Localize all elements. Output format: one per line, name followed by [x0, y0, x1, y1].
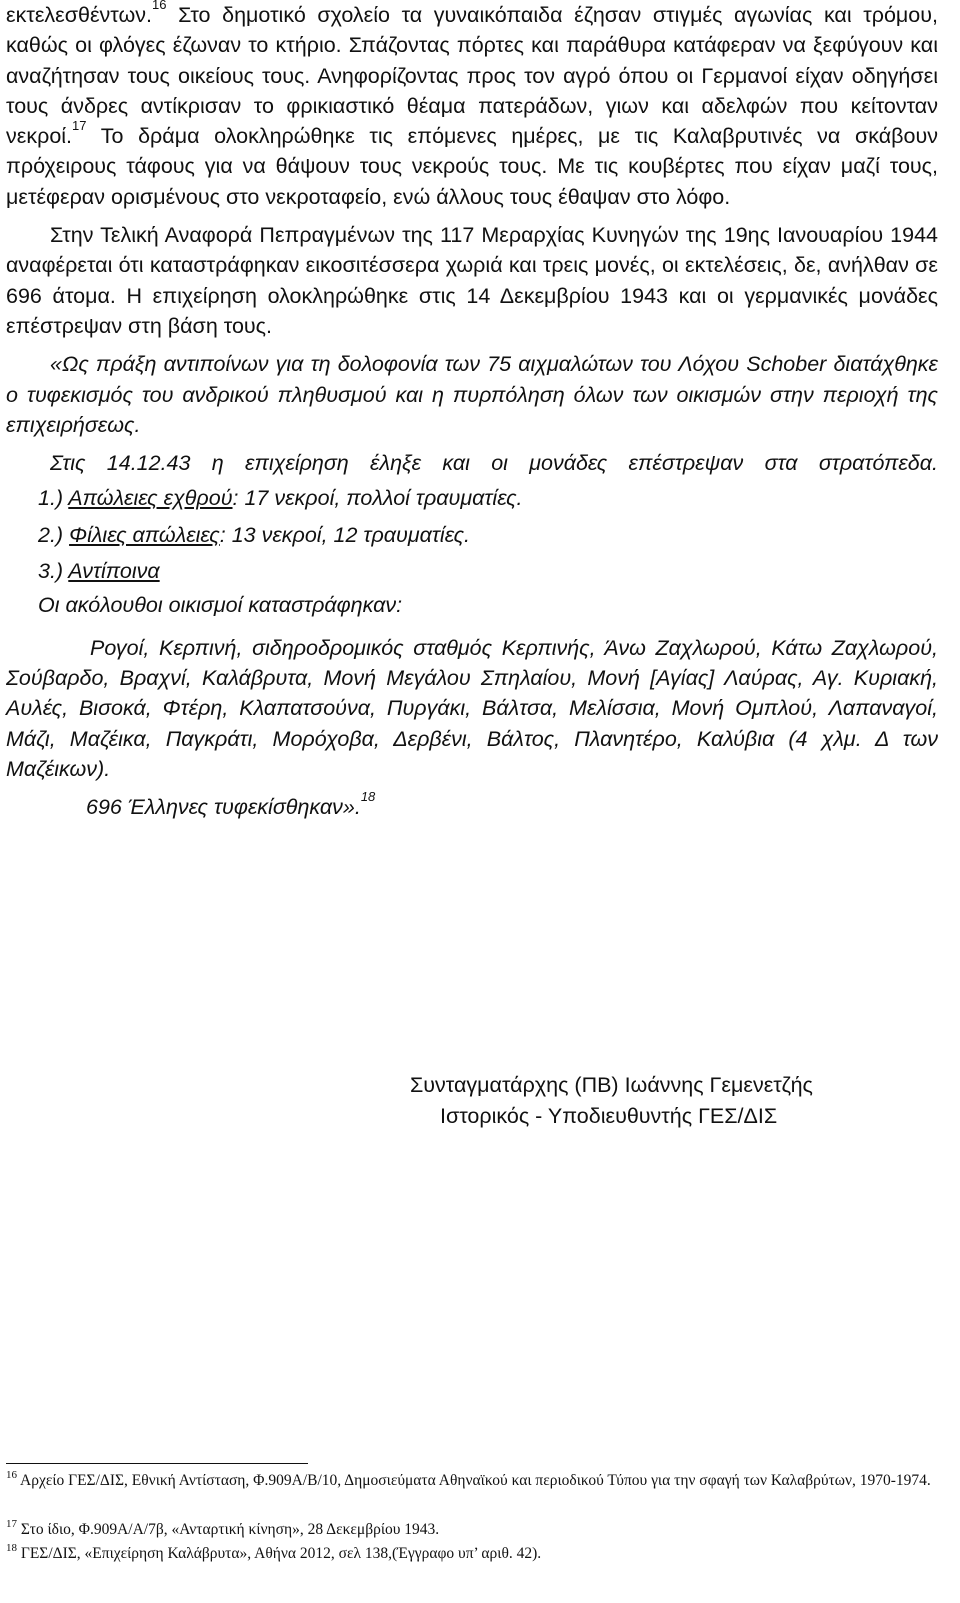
footnote-ref-18: 18	[360, 789, 376, 805]
footnote-16: $^{16}$ Αρχείο ΓΕΣ/ΔΙΣ, Εθνική Αντίσταση, Φ.909Α/Β/10, Δημοσιεύματα Αθηναϊκού και περιοδικού Τύπου για την σφαγή των Καλαβρύτων, 1970-1974.	[6, 1469, 931, 1489]
paragraph-2: Στην Τελική Αναφορά Πεπραγμένων της 117 Μεραρχίας Κυνηγών της 19ης Ιανουαρίου 1944 αναφέρεται ότι καταστράφηκαν εικοσιτέσσερα χωριά και τρεις μονές, οι εκτελέσεις, δε, ανήλθαν σε 696 άτομα. Η επιχείρηση ολοκληρώθηκε στις 14 Δεκεμβρίου 1943 και οι γερμανικές μονάδες επέστρεψαν στη βάση τους.	[6, 223, 938, 338]
results-list	[6, 483, 938, 586]
villages-list: Ρογοί, Κερπινή, σιδηροδρομικός σταθμός Κερπινής, Άνω Ζαχλωρού, Κάτω Ζαχλωρού, Σούβαρδο, Βραχνί, Καλάβρυτα, Μονή Μεγάλου Σπηλαίου, Μονή [Αγίας] Λαύρας, Αγ. Κυριακή, Αυλές, Βισοκά, Φτέρη, Κλαπατσούνα, Πυργάκι, Βάλτσα, Μελίσσια, Μονή Ομπλού, Λαπαναγοί, Μάζι, Μαζέικα, Παγκράτι, Μορόχοβα, Δερβένι, Βάλτος, Πλανητέρο, Καλύβια (4 χλμ. Δ των Μαζέικων).	[6, 635, 938, 781]
footnote-ref-16: 16	[152, 0, 167, 12]
signature-title: Ιστορικός - Υποδιευθυντής ΓΕΣ/ΔΙΣ	[440, 1104, 778, 1128]
signature-name: Συνταγματάρχης (ΠΒ) Ιωάννης Γεμενετζής	[410, 1073, 813, 1097]
footnote-18: $^{18}$ ΓΕΣ/ΔΙΣ, «Επιχείρηση Καλάβρυτα», Αθήνα 2012, σελ 138,(Έγγραφο υπ’ αριθ. 42).	[6, 1542, 542, 1562]
list-item: 2.) Φίλιες απώλειες: 13 νεκροί, 12 τραυματίες.	[38, 522, 471, 547]
main-text	[6, 0, 938, 822]
executed-line: 696 Έλληνες τυφεκίσθηκαν».$^{18}$	[86, 789, 376, 820]
paragraph-1: εκτελεσθέντων.$^{16}$ Στο δημοτικό σχολείο τα γυναικόπαιδα έζησαν στιγμές αγωνίας και τρόμου, καθώς οι φλόγες έζωναν το κτήριο. Σπάζοντας πόρτες και παράθυρα κατάφεραν να ξεφύγουν και αναζήτησαν τους οικείους τους. Ανηφορίζοντας προς τον αγρό όπου οι Γερμανοί είχαν οδηγήσει τους άνδρες αντίκρισαν το φρικιαστικό θέαμα πατεράδων, γιων και αδελφών που κείτονταν νεκροί.$^{17}$ Το δράμα ολοκληρώθηκε τις επόμενες ημέρες, με τις Καλαβρυτινές να σκάβουν πρόχειρους τάφους για να θάψουν τους νεκρούς τους. Με τις κουβέρτες που είχαν μαζί τους, μετέφεραν ορισμένους στο νεκροταφείο, ενώ άλλους τους έθαψαν στο λόφο.	[6, 0, 938, 212]
footnote-17: $^{17}$ Στο ίδιο, Φ.909Α/Α/7β, «Ανταρτική κίνηση», 28 Δεκεμβρίου 1943.	[6, 1518, 440, 1538]
footnote-divider	[6, 1463, 308, 1464]
quote-paragraph-1: «Ως πράξη αντιποίνων για τη δολοφονία των 75 αιχμαλώτων του Λόχου Schober διατάχθηκε ο τυφεκισμός του ανδρικού πληθυσμού και η πυρπόληση όλων των οικισμών στην περιοχή της επιχειρήσεως.	[6, 352, 938, 437]
quote-paragraph-2: Στις 14.12.43 η επιχείρηση έληξε και οι μονάδες επέστρεψαν στα στρατόπεδα.	[50, 451, 938, 476]
footnote-ref-17: 17	[72, 118, 87, 134]
destroyed-intro: Οι ακόλουθοι οικισμοί καταστράφηκαν:	[38, 593, 403, 618]
list-item: 1.) Απώλειες εχθρού: 17 νεκροί, πολλοί τραυματίες.	[38, 486, 523, 511]
list-item: 3.) Αντίποινα	[38, 559, 160, 584]
